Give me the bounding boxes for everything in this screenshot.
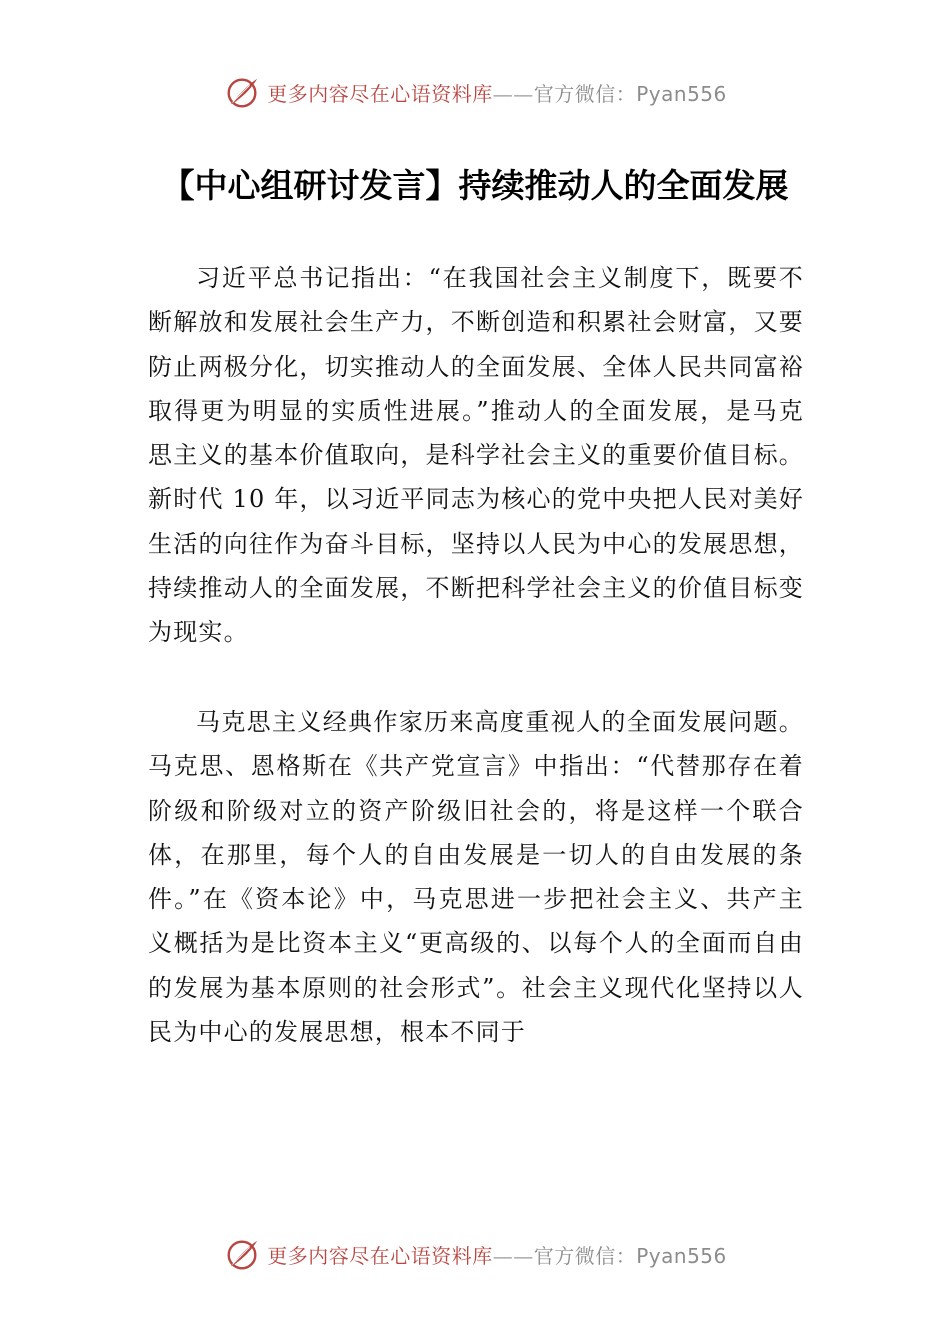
banner-wechat-label: 官方微信： xyxy=(533,81,637,106)
header-banner-text xyxy=(267,78,727,107)
paragraph-2: 马克思主义经典作家历来高度重视人的全面发展问题。马克思、恩格斯在《共产党宣言》中指出：“代替那存在着阶级和阶级对立的资产阶级旧社会的，将是这样一个联合体，在那里，每个人的自由发展是一切人的自由发展的条件。”在《资本论》中，马克思进一步把社会主义、共产主义概括为是比资本主义“更高级的、以每个人的全面而自由的发展为基本原则的社会形式”。社会主义现代化坚持以人民为中心的发展思想，根本不同于 xyxy=(148,708,804,1047)
footer-banner-text xyxy=(267,1240,727,1269)
document-title: 【中心组研讨发言】持续推动人的全面发展 xyxy=(161,166,789,205)
banner-separator: —— xyxy=(492,81,534,106)
banner-separator: —— xyxy=(492,1243,534,1268)
banner-wechat-id: Pyan556 xyxy=(636,1243,727,1268)
paragraph-1: 习近平总书记指出：“在我国社会主义制度下，既要不断解放和发展社会生产力，不断创造和积累社会财富，又要防止两极分化，切实推动人的全面发展、全体人民共同富裕取得更为明显的实质性进展。”推动人的全面发展，是马克思主义的基本价值取向，是科学社会主义的重要价值目标。新时代 10 年，以习近平同志为核心的党中央把人民对美好生活的向往作为奋斗目标，坚持以人民为中心的发展思想，持续推动人的全面发展，不断把科学社会主义的价值目标变为现实。 xyxy=(148,264,804,647)
banner-slogan: 更多内容尽在心语资料库 xyxy=(267,81,493,106)
feather-circle-logo-icon xyxy=(223,73,261,111)
banner-slogan: 更多内容尽在心语资料库 xyxy=(267,1243,493,1268)
header-banner xyxy=(0,70,950,114)
banner-wechat-id: Pyan556 xyxy=(636,81,727,106)
footer-banner xyxy=(0,1232,950,1276)
banner-wechat-label: 官方微信： xyxy=(533,1243,637,1268)
feather-circle-logo-icon xyxy=(223,1235,261,1273)
